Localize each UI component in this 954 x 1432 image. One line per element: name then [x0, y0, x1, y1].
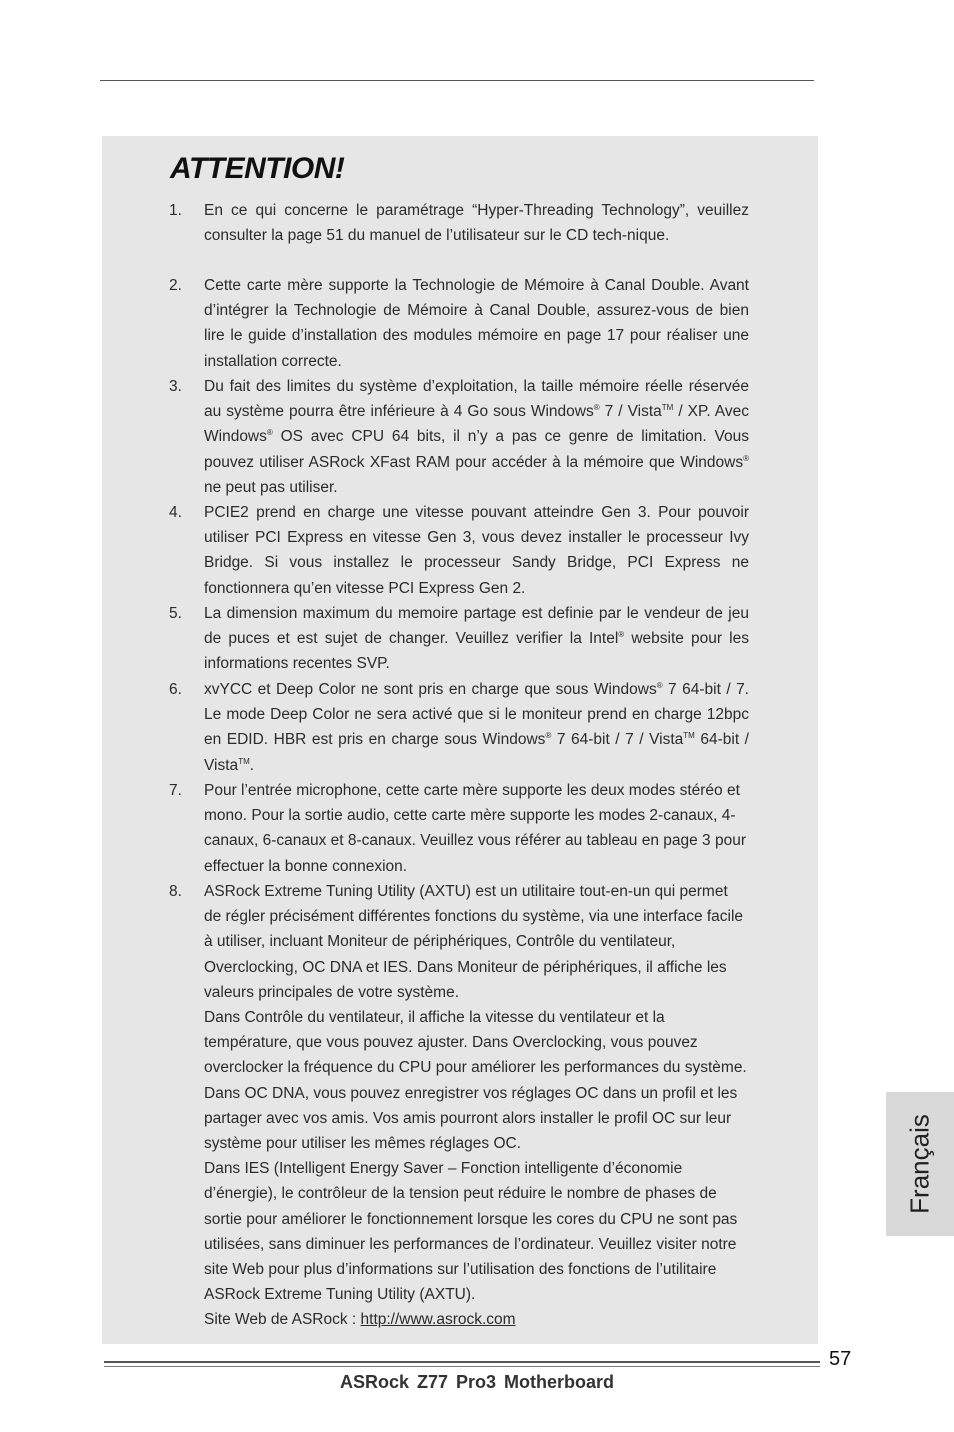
- text-run: / XP. Avec Windows: [204, 403, 749, 446]
- bottom-rule: [104, 1361, 820, 1363]
- superscript-mark: TM: [683, 731, 695, 741]
- list-item-text: [204, 374, 749, 500]
- attention-title: ATTENTION!: [170, 152, 345, 185]
- text-run: ASRock Extreme Tuning Utility (AXTU) est un utilitaire tout-en-un qui permet de régler précisément différentes fonctions du système, via une interface facile à utiliser, incluant Moniteur de périphériques, Contrôle du ventilateur, Overclocking, OC DNA et IES. Dans Moniteur de périphériques, il affiche les valeurs principales de votre système.: [204, 883, 744, 1001]
- list-item-text: [204, 778, 749, 879]
- text-run: 7 64-bit / 7. Le mode Deep Color ne sera activé que si le moniteur prend en charge 12bpc en EDID. HBR est pris en charge sous Windows: [204, 681, 749, 749]
- text-run: 64-bit / Vista: [204, 731, 749, 774]
- text-run: 7 / Vista: [599, 403, 662, 421]
- superscript-mark: ®: [545, 731, 552, 741]
- text-run: Site Web de ASRock :: [204, 1311, 361, 1329]
- language-tab-label: Français: [904, 1114, 935, 1214]
- superscript-mark: TM: [238, 756, 250, 766]
- text-run: Dans Contrôle du ventilateur, il affiche la vitesse du ventilateur et la température, que vous pouvez ajuster. Dans Overclocking, vous pouvez overclocker la fréquence du CPU pour améliorer les performances du système. Dans OC DNA, vous pouvez enregistrer vos réglages OC dans un profil et les partager avec vos amis. Vos amis pourront alors installer le profil OC sur leur système pour utiliser les mêmes réglages OC.: [204, 1009, 747, 1153]
- list-item-number: 8.: [169, 883, 182, 900]
- page-number: 57: [829, 1348, 852, 1370]
- list-item-number: 3.: [169, 378, 182, 395]
- list-item-number: 4.: [169, 504, 182, 521]
- list-item-number: 6.: [169, 681, 182, 698]
- text-run: La dimension maximum du memoire partage est definie par le vendeur de jeu de puces et est sujet de changer. Veuillez verifier la Intel: [204, 605, 749, 648]
- list-item-text: [204, 500, 749, 601]
- text-run: PCIE2 prend en charge une vitesse pouvant atteindre Gen 3. Pour pouvoir utiliser PCI Express en vitesse Gen 3, vous devez installer le processeur Ivy Bridge. Si vous installez le processeur Sandy Bridge, PCI Express ne fonctionnera qu’en vitesse PCI Express Gen 2.: [204, 504, 749, 597]
- asrock-website-link[interactable]: http://www.asrock.com: [360, 1311, 516, 1329]
- list-item-number: 7.: [169, 782, 182, 799]
- superscript-mark: TM: [661, 403, 674, 413]
- text-run: Du fait des limites du système d’exploitation, la taille mémoire réelle réservée au système pourra être inférieure à 4 Go sous Windows: [204, 378, 749, 421]
- bottom-rule-thin: [104, 1366, 820, 1367]
- text-run: xvYCC et Deep Color ne sont pris en charge que sous Windows: [204, 681, 657, 698]
- list-item-number: 2.: [169, 277, 182, 294]
- footer-product-name: [0, 1372, 954, 1393]
- superscript-mark: ®: [656, 681, 663, 690]
- top-rule: [100, 80, 814, 81]
- text-run: ne peut pas utiliser.: [204, 478, 338, 496]
- list-item-number: 1.: [169, 202, 182, 219]
- list-item-text: [204, 198, 749, 248]
- text-run: 7 64-bit / 7 / Vista: [551, 731, 684, 749]
- text-run: OS avec CPU 64 bits, il n’y a pas ce genre de limitation. Vous pouvez utiliser ASRock XFast RAM pour accéder à la mémoire que Windows: [204, 428, 749, 471]
- superscript-mark: ®: [266, 428, 273, 438]
- text-run: .: [249, 756, 255, 774]
- list-item-text: [204, 601, 749, 677]
- text-run: Dans IES (Intelligent Energy Saver – Fonction intelligente d’économie d’énergie), le contrôleur de la tension peut réduire le nombre de phases de sortie pour améliorer le fonctionnement lorsque les cores du CPU ne sont pas utilisées, sans diminuer les performances de l’ordinateur. Veuillez visiter notre site Web pour plus d’informations sur l’utilisation des fonctions de l’utilitaire ASRock Extreme Tuning Utility (AXTU).: [204, 1160, 738, 1304]
- text-run: website pour les informations recentes SVP.: [204, 630, 749, 673]
- superscript-mark: ®: [593, 403, 600, 413]
- text-run: Pour l’entrée microphone, cette carte mère supporte les deux modes stéréo et mono. Pour la sortie audio, cette carte mère supporte les modes 2-canaux, 4-canaux, 6-canaux et 8-canaux. Veuillez vous référer au tableau en page 3 pour effectuer la bonne connexion.: [204, 782, 747, 875]
- superscript-mark: ®: [743, 453, 749, 463]
- footer-text: ASRock Z77 Pro3 Motherboard: [339, 1372, 615, 1392]
- list-item-text: [204, 879, 749, 1333]
- list-item-number: 5.: [169, 605, 182, 622]
- superscript-mark: ®: [618, 630, 625, 640]
- text-run: En ce qui concerne le paramétrage “Hyper-Threading Technology”, veuillez consulter la page 51 du manuel de l’utilisateur sur le CD tech-nique.: [204, 202, 749, 245]
- language-tab: [886, 1092, 954, 1236]
- list-item-text: [204, 273, 749, 374]
- list-item-text: [204, 677, 749, 778]
- text-run: Cette carte mère supporte la Technologie de Mémoire à Canal Double. Avant d’intégrer la Technologie de Mémoire à Canal Double, assurez-vous de bien lire le guide d’installation des modules mémoire en page 17 pour réaliser une installation correcte.: [204, 277, 749, 370]
